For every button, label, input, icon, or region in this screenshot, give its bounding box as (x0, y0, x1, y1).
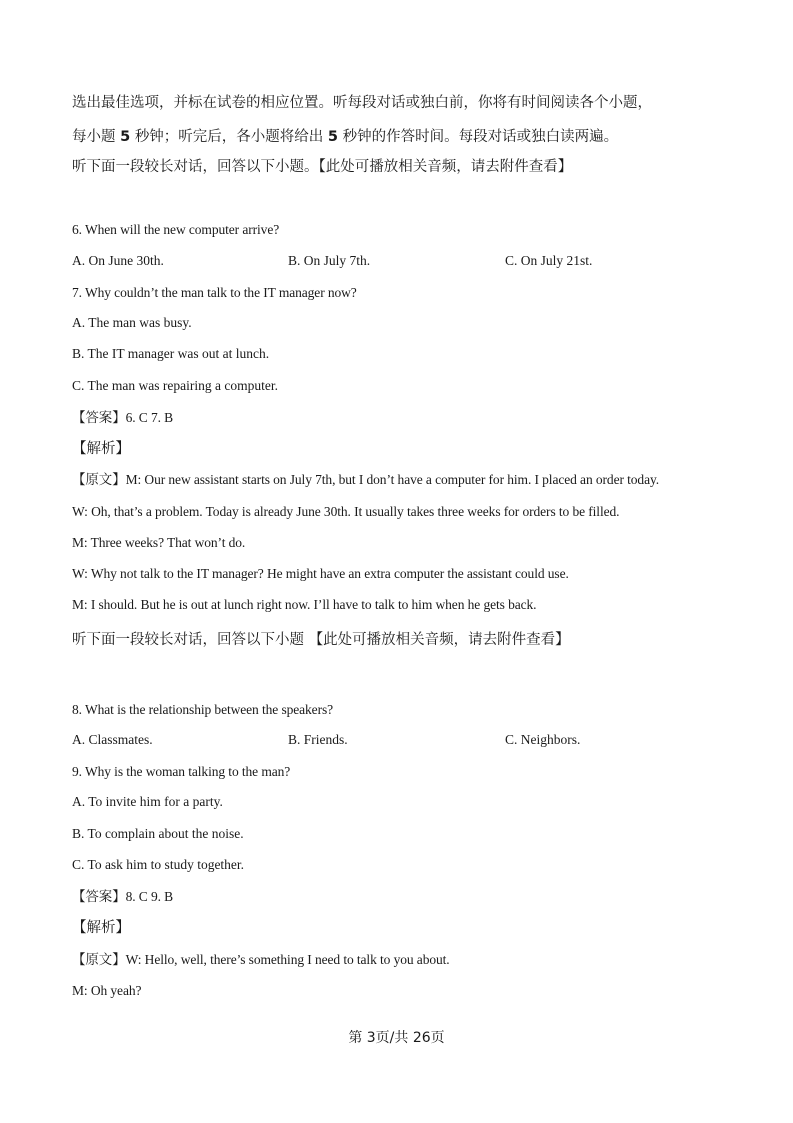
instruction-text: 秒钟；听完后，各小题将给出 (134, 129, 324, 145)
question-9: 9. Why is the woman talking to the man? (72, 764, 291, 779)
q6-option-a[interactable]: A. On June 30th. (72, 253, 164, 268)
question-8: 8. What is the relationship between the speakers? (72, 702, 334, 717)
section-2-prompt: 听下面一段较长对话，回答以下小题 【此处可播放相关音频，请去附件查看】 (72, 632, 570, 648)
transcript-line: 【原文】M: Our new assistant starts on July 7th, but I don’t have a computer for him. I placed an order today. (72, 472, 660, 487)
q8-option-b[interactable]: B. Friends. (288, 732, 348, 747)
transcript-line: M: Oh yeah? (72, 983, 142, 998)
question-6: 6. When will the new computer arrive? (72, 222, 280, 237)
q7-option-c[interactable]: C. The man was repairing a computer. (72, 378, 278, 393)
q7-option-b[interactable]: B. The IT manager was out at lunch. (72, 346, 270, 361)
instruction-line-2 (72, 128, 618, 146)
transcript-line: M: I should. But he is out at lunch right now. I’ll have to talk to him when he gets back. (72, 597, 537, 612)
section-1-prompt: 听下面一段较长对话，回答以下小题。【此处可播放相关音频，请去附件查看】 (72, 159, 573, 175)
q7-option-a[interactable]: A. The man was busy. (72, 315, 192, 330)
analysis-label-1: 【解析】 (72, 441, 130, 457)
transcript-line: W: Oh, that’s a problem. Today is already June 30th. It usually takes three weeks for orders to be filled. (72, 504, 620, 519)
instruction-text: 秒钟的作答时间。每段对话或独白读两遍。 (342, 129, 619, 145)
seconds-value: 5 (120, 129, 131, 145)
transcript-line: W: Why not talk to the IT manager? He might have an extra computer the assistant could use. (72, 566, 569, 581)
transcript-line: 【原文】W: Hello, well, there’s something I need to talk to you about. (72, 952, 450, 967)
answer-line-2: 【答案】8. C 9. B (72, 889, 174, 904)
q6-option-b[interactable]: B. On July 7th. (288, 253, 371, 268)
instruction-text: 每小题 (72, 129, 116, 145)
q8-option-a[interactable]: A. Classmates. (72, 732, 153, 747)
page-number: 第 3页/共 26页 (348, 1030, 445, 1046)
q9-option-a[interactable]: A. To invite him for a party. (72, 794, 223, 809)
q8-option-c[interactable]: C. Neighbors. (505, 732, 581, 747)
q6-option-c[interactable]: C. On July 21st. (505, 253, 593, 268)
seconds-value: 5 (327, 129, 339, 145)
transcript-line: M: Three weeks? That won’t do. (72, 535, 246, 550)
instruction-line-1: 选出最佳选项，并标在试卷的相应位置。听每段对话或独白前，你将有时间阅读各个小题， (72, 95, 652, 111)
q9-option-b[interactable]: B. To complain about the noise. (72, 826, 244, 841)
answer-line-1: 【答案】6. C 7. B (72, 410, 174, 425)
q9-option-c[interactable]: C. To ask him to study together. (72, 857, 245, 872)
analysis-label-2: 【解析】 (72, 920, 130, 936)
question-7: 7. Why couldn’t the man talk to the IT manager now? (72, 285, 357, 300)
